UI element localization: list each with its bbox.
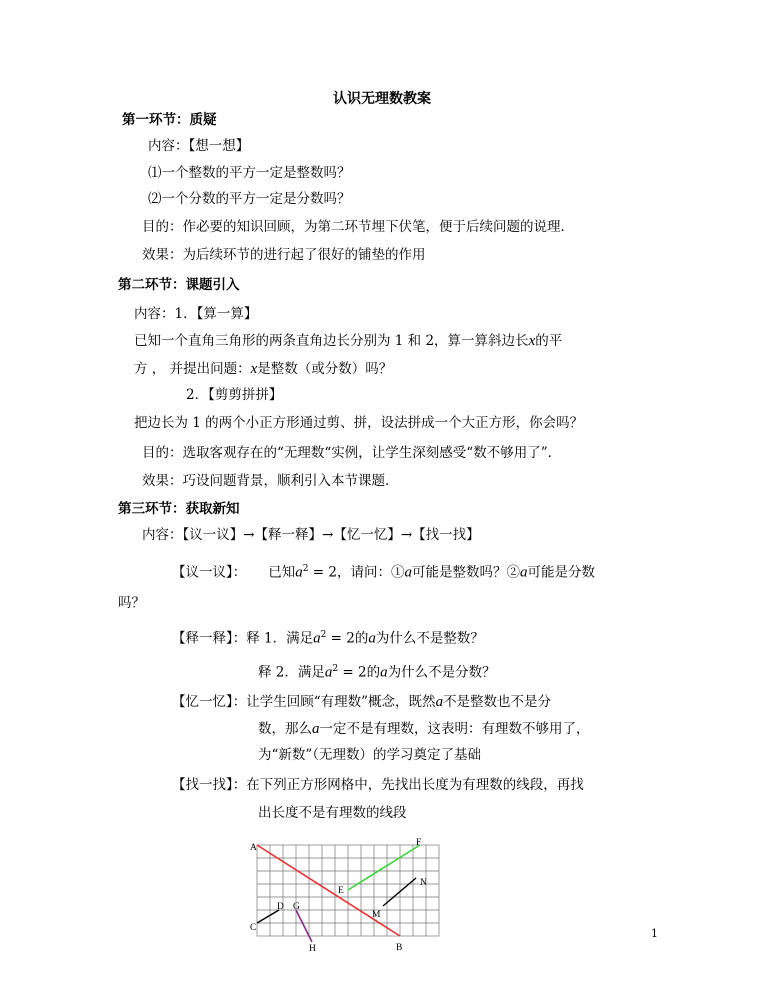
label-c: C (250, 923, 257, 933)
section-2-line-2: 方 ， 并提出问题：x是整数（或分数）吗？ (134, 361, 393, 377)
recall-line-3: 为“新数”（无理数）的学习奠定了基础 (258, 747, 482, 763)
section-2-content: 内容：1．【算一算】 (134, 306, 258, 322)
segment-ab (257, 845, 400, 936)
section-1-question-1: ⑴一个整数的平方一定是整数吗？ (148, 165, 351, 181)
page-title: 认识无理数教案 (333, 91, 431, 107)
label-e: E (338, 886, 344, 896)
label-f: F (416, 838, 422, 848)
find-line-1: 【找一找】：在下列正方形网格中，先找出长度为有理数的线段，再找 (172, 777, 584, 793)
label-a: A (250, 843, 257, 853)
discuss-line-end: 吗？ (118, 595, 145, 611)
label-d: D (277, 902, 284, 912)
page-number: 1 (651, 927, 658, 940)
label-g: G (293, 902, 300, 912)
grid-lines (257, 845, 439, 936)
section-1-question-2: ⑵一个分数的平方一定是分数吗？ (148, 191, 351, 207)
label-b: B (396, 943, 403, 953)
label-m: M (372, 910, 381, 920)
section-2-line-1: 已知一个直角三角形的两条直角边长分别为 1 和 2，算一算斜边长x的平 (134, 333, 563, 349)
label-h: H (309, 944, 316, 954)
explain-line-2: 释 2．满足$a^2 = 2$的a为什么不是分数？ (258, 664, 496, 681)
section-3-heading: 第三环节：获取新知 (118, 501, 240, 517)
explain-line-1: 【释一释】：释 1．满足$a^2 = 2$的a为什么不是整数？ (172, 630, 484, 647)
label-n: N (420, 878, 427, 888)
section-2-line-3: 把边长为 1 的两个小正方形通过剪、拼，设法拼成一个大正方形，你会吗？ (134, 415, 584, 431)
segment-mn (383, 878, 416, 906)
square-grid-figure (250, 838, 450, 958)
section-2-effect: 效果：巧设问题背景，顺利引入本节课题． (142, 473, 399, 489)
segment-cd (257, 910, 279, 923)
segment-gh (296, 910, 312, 942)
section-2-item-2: 2．【剪剪拼拼】 (186, 387, 283, 403)
section-2-purpose: 目的：选取客观存在的“无理数“实例，让学生深刻感受“数不够用了”． (142, 445, 562, 461)
section-1-effect: 效果：为后续环节的进行起了很好的铺垫的作用 (142, 247, 426, 263)
recall-line-1: 【忆一忆】：让学生回顾“有理数”概念，既然a不是整数也不是分 (172, 694, 552, 710)
section-1-purpose: 目的：作必要的知识回顾，为第二环节埋下伏笔，便于后续问题的说理． (142, 219, 574, 235)
recall-line-2: 数，那么a一定不是有理数，这表明：有理数不够用了， (258, 721, 590, 737)
find-line-2: 出长度不是有理数的线段 (258, 805, 407, 821)
section-2-heading: 第二环节：课题引入 (118, 277, 240, 293)
section-1-heading: 第一环节：质疑 (122, 112, 217, 128)
section-1-content: 内容：【想一想】 (148, 138, 250, 154)
discuss-line: 【议一议】： 已知$a^2 = 2$，请问：①a可能是整数吗？②a可能是分数 (172, 564, 595, 581)
section-3-content: 内容：【议一议】→【释一释】→【忆一忆】→【找一找】 (142, 527, 480, 543)
